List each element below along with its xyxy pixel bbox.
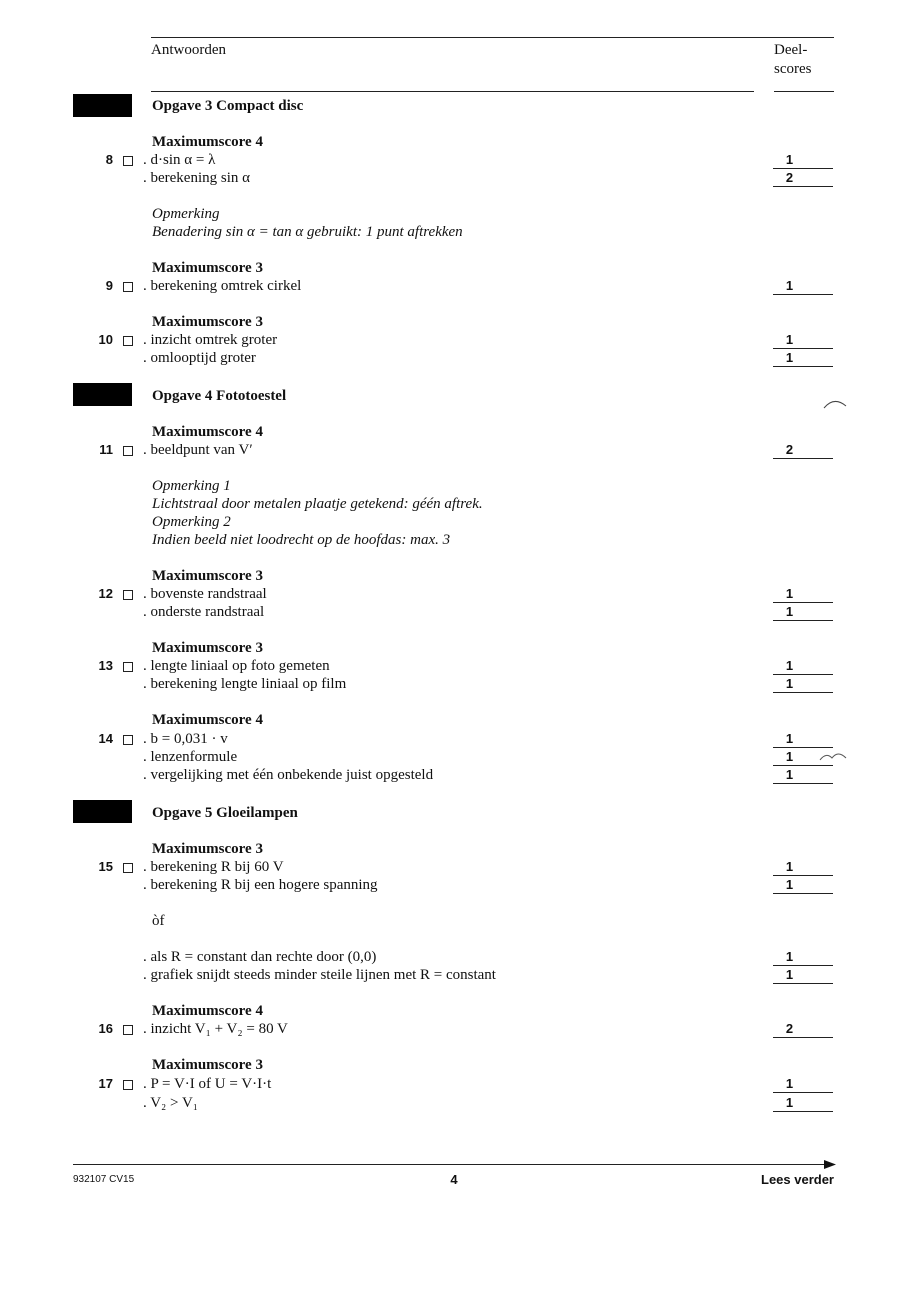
checkbox[interactable] xyxy=(123,662,133,672)
question-number: 14 xyxy=(98,731,113,746)
answer-item: . b = 0,031 · v xyxy=(143,731,228,747)
question-number: 9 xyxy=(105,278,113,293)
checkbox[interactable] xyxy=(123,735,133,745)
section-marker xyxy=(73,383,132,406)
checkbox[interactable] xyxy=(123,282,133,292)
section-marker xyxy=(73,94,132,117)
score-value: 1 xyxy=(785,604,794,619)
section-title: Opgave 4 Fototoestel xyxy=(152,388,287,404)
score-value: 1 xyxy=(785,278,794,293)
answer-item: . d·sin α = λ xyxy=(143,152,216,168)
score-value: 1 xyxy=(785,676,794,691)
remark-text: Indien beeld niet loodrecht op de hoofdas: max. 3 xyxy=(152,532,451,548)
answer-item: . lengte liniaal op foto gemeten xyxy=(143,658,330,674)
remark-title: Opmerking 1 xyxy=(152,478,231,494)
max-score-label: Maximumscore 3 xyxy=(152,841,263,857)
max-score-label: Maximumscore 4 xyxy=(152,134,263,150)
answer-item: . vergelijking met één onbekende juist opgesteld xyxy=(143,767,434,783)
alternative-label: òf xyxy=(152,913,165,929)
score-cell xyxy=(773,858,833,876)
score-value: 1 xyxy=(785,1076,794,1091)
question-number: 11 xyxy=(99,442,113,457)
score-cell xyxy=(773,441,833,459)
question-number: 15 xyxy=(98,859,113,874)
score-value: 1 xyxy=(785,767,794,782)
checkbox[interactable] xyxy=(123,863,133,873)
remark-title: Opmerking xyxy=(152,206,220,222)
score-value: 2 xyxy=(785,1021,794,1036)
answer-item: . berekening R bij 60 V xyxy=(143,859,284,875)
max-score-label: Maximumscore 3 xyxy=(152,314,263,330)
section-title: Opgave 5 Gloeilampen xyxy=(152,805,298,821)
max-score-label: Maximumscore 4 xyxy=(152,712,263,728)
answer-item: . inzicht omtrek groter xyxy=(143,332,278,348)
max-score-label: Maximumscore 3 xyxy=(152,640,263,656)
score-value: 1 xyxy=(785,949,794,964)
header-bottom-rule-scores xyxy=(774,91,834,92)
scores-heading: scores xyxy=(774,61,812,77)
answer-item: . V₂ > V₁ xyxy=(143,1095,199,1111)
score-cell xyxy=(773,730,833,748)
answer-item: . bovenste randstraal xyxy=(143,586,267,602)
question-number: 17 xyxy=(98,1076,113,1091)
question-number: 16 xyxy=(98,1021,113,1036)
max-score-label: Maximumscore 3 xyxy=(152,260,263,276)
score-cell xyxy=(773,277,833,295)
remark-text: Lichtstraal door metalen plaatje getekend: géén aftrek. xyxy=(152,496,483,512)
score-cell xyxy=(773,876,833,894)
answer-item: . inzicht V₁ + V₂ = 80 V xyxy=(143,1021,288,1037)
question-number: 10 xyxy=(98,332,113,347)
answer-item: . omlooptijd groter xyxy=(143,350,256,366)
deel-heading: Deel- xyxy=(774,42,808,58)
checkbox[interactable] xyxy=(123,446,133,456)
score-cell xyxy=(773,585,833,603)
max-score-label: Maximumscore 3 xyxy=(152,568,263,584)
score-cell xyxy=(773,1020,833,1038)
max-score-label: Maximumscore 4 xyxy=(152,1003,263,1019)
arrow-right-icon xyxy=(824,1159,836,1170)
answer-item: . berekening lengte liniaal op film xyxy=(143,676,347,692)
score-cell xyxy=(773,966,833,984)
score-value: 2 xyxy=(785,442,794,457)
answer-item: . berekening R bij een hogere spanning xyxy=(143,877,378,893)
answers-heading: Antwoorden xyxy=(151,42,226,58)
score-cell xyxy=(773,151,833,169)
score-cell xyxy=(773,331,833,349)
checkbox[interactable] xyxy=(123,1080,133,1090)
question-number: 12 xyxy=(98,586,113,601)
score-cell xyxy=(773,948,833,966)
pen-mark xyxy=(818,748,848,766)
score-cell xyxy=(773,766,833,784)
answer-item: . lenzenformule xyxy=(143,749,238,765)
score-cell xyxy=(773,675,833,693)
checkbox[interactable] xyxy=(123,1025,133,1035)
answer-item: . berekening sin α xyxy=(143,170,250,186)
answer-item: . berekening omtrek cirkel xyxy=(143,278,302,294)
score-value: 1 xyxy=(785,350,794,365)
continue-label: Lees verder xyxy=(761,1172,834,1187)
section-title: Opgave 3 Compact disc xyxy=(152,98,304,114)
score-value: 1 xyxy=(785,967,794,982)
section-marker xyxy=(73,800,132,823)
header-top-rule xyxy=(151,37,834,38)
checkbox[interactable] xyxy=(123,336,133,346)
score-value: 1 xyxy=(785,658,794,673)
document-code: 932107 CV15 xyxy=(73,1174,135,1185)
score-value: 1 xyxy=(785,586,794,601)
header-bottom-rule xyxy=(151,91,754,92)
score-cell xyxy=(773,169,833,187)
score-value: 2 xyxy=(785,170,794,185)
max-score-label: Maximumscore 4 xyxy=(152,424,263,440)
page-number: 4 xyxy=(450,1172,458,1187)
answer-item: . grafiek snijdt steeds minder steile lijnen met R = constant xyxy=(143,967,496,983)
remark-title: Opmerking 2 xyxy=(152,514,231,530)
score-value: 1 xyxy=(785,332,794,347)
score-value: 1 xyxy=(785,877,794,892)
answer-item: . als R = constant dan rechte door (0,0) xyxy=(143,949,377,965)
pen-mark xyxy=(822,396,850,412)
score-value: 1 xyxy=(785,749,794,764)
score-cell xyxy=(773,657,833,675)
question-number: 13 xyxy=(98,658,113,673)
answer-item: . onderste randstraal xyxy=(143,604,265,620)
checkbox[interactable] xyxy=(123,156,133,166)
question-number: 8 xyxy=(105,152,113,167)
score-value: 1 xyxy=(785,1095,794,1110)
answer-item: . P = V·I of U = V·I·t xyxy=(143,1076,272,1092)
remark-text: Benadering sin α = tan α gebruikt: 1 punt aftrekken xyxy=(152,224,463,240)
score-cell xyxy=(773,1094,833,1112)
score-value: 1 xyxy=(785,152,794,167)
score-cell xyxy=(773,603,833,621)
checkbox[interactable] xyxy=(123,590,133,600)
max-score-label: Maximumscore 3 xyxy=(152,1057,263,1073)
score-cell xyxy=(773,1075,833,1093)
answer-item: . beeldpunt van V′ xyxy=(143,442,253,458)
footer-rule xyxy=(73,1164,829,1165)
score-cell xyxy=(773,349,833,367)
score-value: 1 xyxy=(785,859,794,874)
score-value: 1 xyxy=(785,731,794,746)
